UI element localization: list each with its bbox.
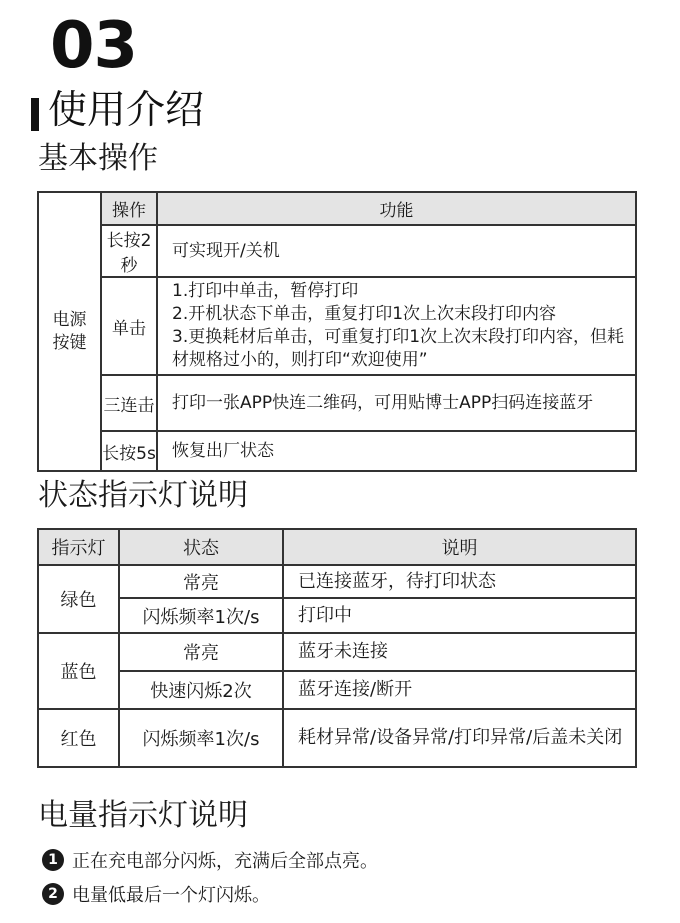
state-cell: 常亮	[119, 633, 283, 671]
basic-ops-table	[37, 191, 637, 472]
table-row	[38, 431, 636, 471]
desc-cell: 蓝牙连接/断开	[283, 671, 636, 709]
op-cell: 三连击	[101, 375, 157, 431]
light-color-green: 绿色	[38, 565, 119, 633]
op-cell: 单击	[101, 277, 157, 375]
light-color-red: 红色	[38, 709, 119, 767]
number-1-icon: 1	[42, 849, 64, 871]
header-description: 说明	[283, 529, 636, 565]
state-cell: 常亮	[119, 565, 283, 598]
battery-note-text: 正在充电部分闪烁，充满后全部点亮。	[72, 851, 378, 872]
battery-note-2	[42, 881, 270, 907]
desc-cell: 耗材异常/设备异常/打印异常/后盖未关闭	[283, 709, 636, 767]
desc-cell: 打印中	[283, 598, 636, 633]
battery-note-text: 电量低最后一个灯闪烁。	[72, 885, 270, 906]
basic-ops-title: 基本操作	[38, 141, 158, 176]
op-cell: 长按5s	[101, 431, 157, 471]
desc-cell: 已连接蓝牙，待打印状态	[283, 565, 636, 598]
table-row	[38, 225, 636, 277]
number-2-icon: 2	[42, 883, 64, 905]
header-state: 状态	[119, 529, 283, 565]
table-row	[38, 598, 636, 633]
battery-lights-title: 电量指示灯说明	[38, 798, 248, 833]
table-row	[38, 709, 636, 767]
section-title: 使用介绍	[48, 88, 205, 133]
state-cell: 闪烁频率1次/s	[119, 709, 283, 767]
status-lights-table	[37, 528, 637, 768]
func-cell: 可实现开/关机	[157, 225, 636, 277]
func-cell: 1.打印中单击，暂停打印 2.开机状态下单击，重复打印1次上次末段打印内容 3.更换耗材后单击，可重复打印1次上次末段打印内容，但耗材规格过小的，则打印“欢迎使用”	[157, 277, 636, 375]
func-cell: 打印一张APP快连二维码，可用贴博士APP扫码连接蓝牙	[157, 375, 636, 431]
header-operation: 操作	[101, 192, 157, 225]
header-function: 功能	[157, 192, 636, 225]
state-cell: 快速闪烁2次	[119, 671, 283, 709]
table-row	[38, 633, 636, 671]
section-bar-decoration	[31, 98, 39, 131]
func-cell: 恢复出厂状态	[157, 431, 636, 471]
power-key-label: 电源 按键	[38, 192, 101, 471]
status-lights-title: 状态指示灯说明	[38, 478, 248, 513]
battery-note-1	[42, 847, 378, 873]
table-row	[38, 375, 636, 431]
chapter-number: 03	[50, 9, 138, 83]
table-row	[38, 277, 636, 375]
table-row	[38, 671, 636, 709]
light-color-blue: 蓝色	[38, 633, 119, 709]
state-cell: 闪烁频率1次/s	[119, 598, 283, 633]
desc-cell: 蓝牙未连接	[283, 633, 636, 671]
header-indicator: 指示灯	[38, 529, 119, 565]
op-cell: 长按2秒	[101, 225, 157, 277]
table-row	[38, 565, 636, 598]
